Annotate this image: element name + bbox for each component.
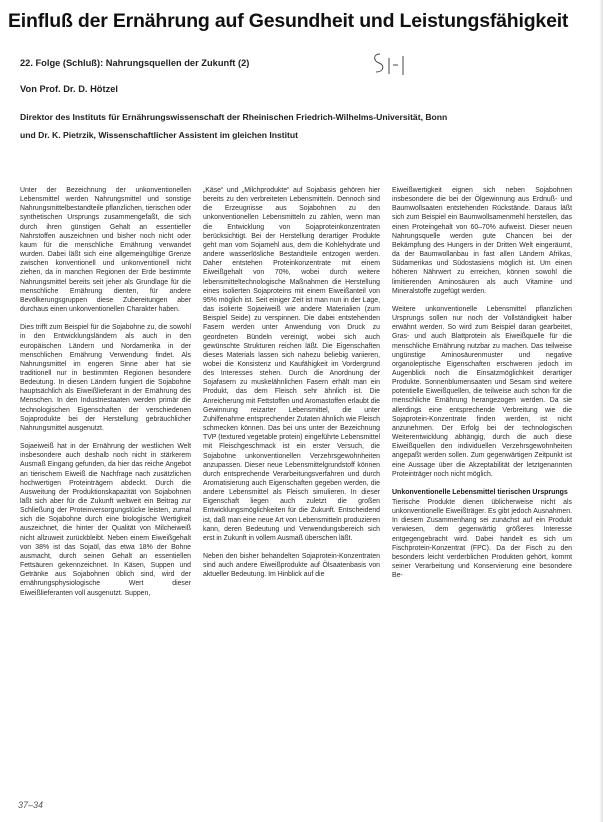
paragraph: Dies trifft zum Beispiel für die Sojabohne zu, die sowohl in den Entwicklungsländern als auch in den europäischen Ländern und Nordamerika in der menschlichen Ernährung Verwendung findet. Als Nahrungsmittel im engeren Sinne aber hat sie traditionell nur in bestimmten Regionen besondere Bedeutung. In diesen Ländern fungiert die Sojabohne hauptsächlich als Eiweißlieferant in der Ernährung des Menschen. In den Industriestaaten werden primär die technologischen Eigenschaften der verschiedenen Sojaprodukte bei der Herstellung gebräuchlicher Nahrungsmittel ausgenutzt. — [20, 324, 191, 432]
text-column-3 — [392, 186, 572, 806]
scan-edge-shadow — [599, 0, 603, 822]
text-column-1 — [20, 186, 191, 806]
paragraph: Sojaeiweiß hat in der Ernährung der westlichen Welt insbesondere auch deshalb noch nicht in stärkerem Ausmaß Eingang gefunden, da hier das reiche Angebot an tierischem Eiweiß die Nachfrage nach zusätzlichen hochwertigen Proteinträgern abdeckt. Durch die Ausweitung der Produktionskapazität von Sojabohnen läßt sich aber für die Zukunft weltweit ein Beitrag zur Schließung der Proteinversorgungslücke leisten, zumal sich die Sojabohne durch eine biologische Wertigkeit auszeichnet, die hinter der Qualität von Milcheiweiß nicht allzuweit zurückbleibt. Neben einem Eiweißgehalt von 38% ist das Sojaöl, das etwa 18% der Bohne ausmacht, durch seinen Gehalt an essentiellen Fettsäuren gekennzeichnet. In Käsen, Suppen und Getränke aus Sojabohnen üblich sind, wird der ernährungsphysiologische Wert dieser Eiweißlieferanten voll ausgenutzt. Suppen, — [20, 443, 191, 597]
paragraph: Weitere unkonventionelle Lebensmittel pflanzlichen Ursprungs sollen nur noch der Vollständigkeit halber erwähnt werden. So wird zum Beispiel daran gearbeitet, Gras- und auch Blattprotein als Eiweißquelle für die menschliche Ernährung nutzbar zu machen. Das teilweise ungünstige Aminosäurenmuster und negative organoleptische Eigenschaften erschweren jedoch im Augenblick noch die Einsatzmöglichkeit derartiger Produkte. Sonnenblumensaaten und Sesam sind weitere potentielle Eiweißquellen, die teilweise auch schon für die menschliche Ernährung herangezogen werden. Da sie allerdings eine entsprechende Verbreitung wie die Sojaprotein-Konzentrate finden werden, ist nicht anzunehmen. Der Erfolg bei der technologischen Weiterentwicklung abhängig, durch die auch diese Eiweißquellen den individuellen Verzehrsgewohnheiten angepaßt werden sollen. Zum gegenwärtigen Zeitpunkt ist eine Aussage über die Akzeptabilität der letztgenannten Proteinträger noch nicht möglich. — [392, 305, 572, 478]
article-subtitle: 22. Folge (Schluß): Nahrungsquellen der Zukunft (2) — [20, 58, 250, 68]
article-title: Einfluß der Ernährung auf Gesundheit und Leistungsfähigkeit — [8, 10, 569, 32]
page-number-mark: 37–34 — [18, 800, 44, 810]
article-author: Von Prof. Dr. D. Hötzel — [20, 84, 118, 94]
author-affiliation — [20, 108, 596, 144]
paragraph: Tierische Produkte dienen üblicherweise nicht als unkonventionelle Eiweißträger. Es gibt jedoch Ausnahmen. In diesem Zusammenhang sei zunächst auf ein Produkt verwiesen, dem gegenwärtig größeres Interesse entgegengebracht wird. Dabei handelt es sich um Fischprotein-Konzentrat (FPC). Da der Fisch zu den besonders leicht verderblichen Produkten gehört, kommt seiner Verarbeitung und Konservierung eine besondere Be- — [392, 498, 572, 580]
affiliation-line-1: Direktor des Instituts für Ernährungswissenschaft der Rheinischen Friedrich-Wilhelms-Universität, Bonn — [20, 112, 448, 122]
paragraph: Eiweißwertigkeit eignen sich neben Sojabohnen insbesondere die bei der Ölgewinnung aus Erdnuß- und Baumwollsaaten entstehenden Rückstände. Daraus läßt sich zum Beispiel ein Baumwollsamenmehl herstellen, das einen Proteingehalt von 60–70% aufweist. Dieser neuen Nahrungsquelle werden gute Chancen bei der Bekämpfung des Hungers in der Dritten Welt eingeräumt, da der Baumwollanbau in fast allen Ländern Afrikas, Südamerikas und Südostasiens möglich ist. Um einen höheren Nährwert zu erreichen, können sowohl die limitierenden Aminosäuren als auch Vitamine und Mineralstoffe zugefügt werden. — [392, 187, 572, 295]
affiliation-line-2: und Dr. K. Pietrzik, Wissenschaftlicher Assistent im gleichen Institut — [20, 130, 299, 140]
paragraph: „Käse“ und „Milchprodukte“ auf Sojabasis gehören hier bereits zu den verbreiteten Lebensmitteln. Dennoch sind die Erzeugnisse aus Sojabohnen zu den unkonventionellen Lebensmitteln zu zählen, wenn man die Entwicklung von Sojaproteinkonzentraten berücksichtigt. Bei der Herstellung derartiger Produkte geht man vom Sojamehl aus, dem die Kohlehydrate und andere wasserlösliche Bestandteile entzogen werden. Daher entstehen Proteinkonzentrate mit einem Eiweißgehalt von 70%, wobei durch weitere lebensmitteltechnologische Maßnahmen die Herstellung eines isolierten Sojaproteins mit einem Eiweißanteil von 95% möglich ist. Seit einiger Zeit ist man nun in der Lage, das isolierte Sojaeiweiß wie andere Materialien (zum Beispiel Seide) zu verspinnen. Die dabei entstehenden Fasern werden unter Anwendung von Druck zu geordneten Bündeln vereinigt, wobei sich auch gewünschte Strukturen reichen läßt. Die Eigenschaften dieses Materials lassen sich nahezu beliebig variieren, wobei die Konsistenz und Kaufähigkeit im Vordergrund des Interesses stehen. Durch die Anordnung der Sojafasern zu muskelähnlichen Fasern erhält man ein Produkt, das dem Fleisch sehr ähnlich ist. Die Anreicherung mit Fettstoffen und Aromastoffen erlaubt die Gewinnung reizarter Lebensmittel, die unter Zuhilfenahme entsprechender Zutaten ähnlich wie Fleisch schmecken können. Das bei uns unter der Bezeichnung TVP (textured vegetable protein) eingeführte Lebensmittel mit Fleischgeschmack ist ein erster Versuch, die Sojabohne unkonventionellen Verzehrsgewohnheiten anzupassen. Dieser neue Lebensmittelgrundstoff können durch entsprechende Verarbeitungsverfahren und durch Aromatisierung auch Eigenschaften gegeben werden, die andere Lebensmittel als Fleisch simulieren. In dieser Eigenschaft liegen auch zuletzt die großen Entwicklungsmöglichkeiten für die Zukunft. Entscheidend ist, daß man eine neue Art von Lebensmitteln produzieren kann, deren Bedeutung und Verwendungsbereich sich erst in Zukunft in vollem Ausmaß überschen läßt. — [203, 187, 380, 542]
paragraph: Neben den bisher behandelten Sojaprotein-Konzentraten sind auch andere Eiweißprodukte auf Ölsaatenbasis von aktueller Bedeutung. Im Hinblick auf die — [203, 553, 380, 579]
section-heading: Unkonventionelle Lebensmittel tierischen Ursprungs — [392, 488, 568, 496]
text-column-2 — [203, 186, 380, 806]
handwritten-annotation — [370, 50, 410, 78]
paragraph: Unter der Bezeichnung der unkonventionellen Lebensmittel werden Nahrungsmittel und sonstige Nahrungsmittelbestandteile pflanzlichen, tierischen oder synthetischen Ursprungs zusammengefaßt, die sich durch ihren günstigen Gehalt an essentieller Nahrstoffen auszeichnen und bisher noch nicht oder kaum für die menschliche Ernährung verwandet wurden. Dabei läßt sich eine allgemeingültige Grenze zwischen konventionell und unkonventionell nicht ziehen, da in manchen Regionen der Erde bestimmte Nahrungsmittel bereits seit jeher als Grundlage für die menschliche Ernährung dienten, für andere Bevölkerungsgruppen diese Zubereitungen aber durchaus einen unkonventionellen Charakter haben. — [20, 187, 191, 314]
